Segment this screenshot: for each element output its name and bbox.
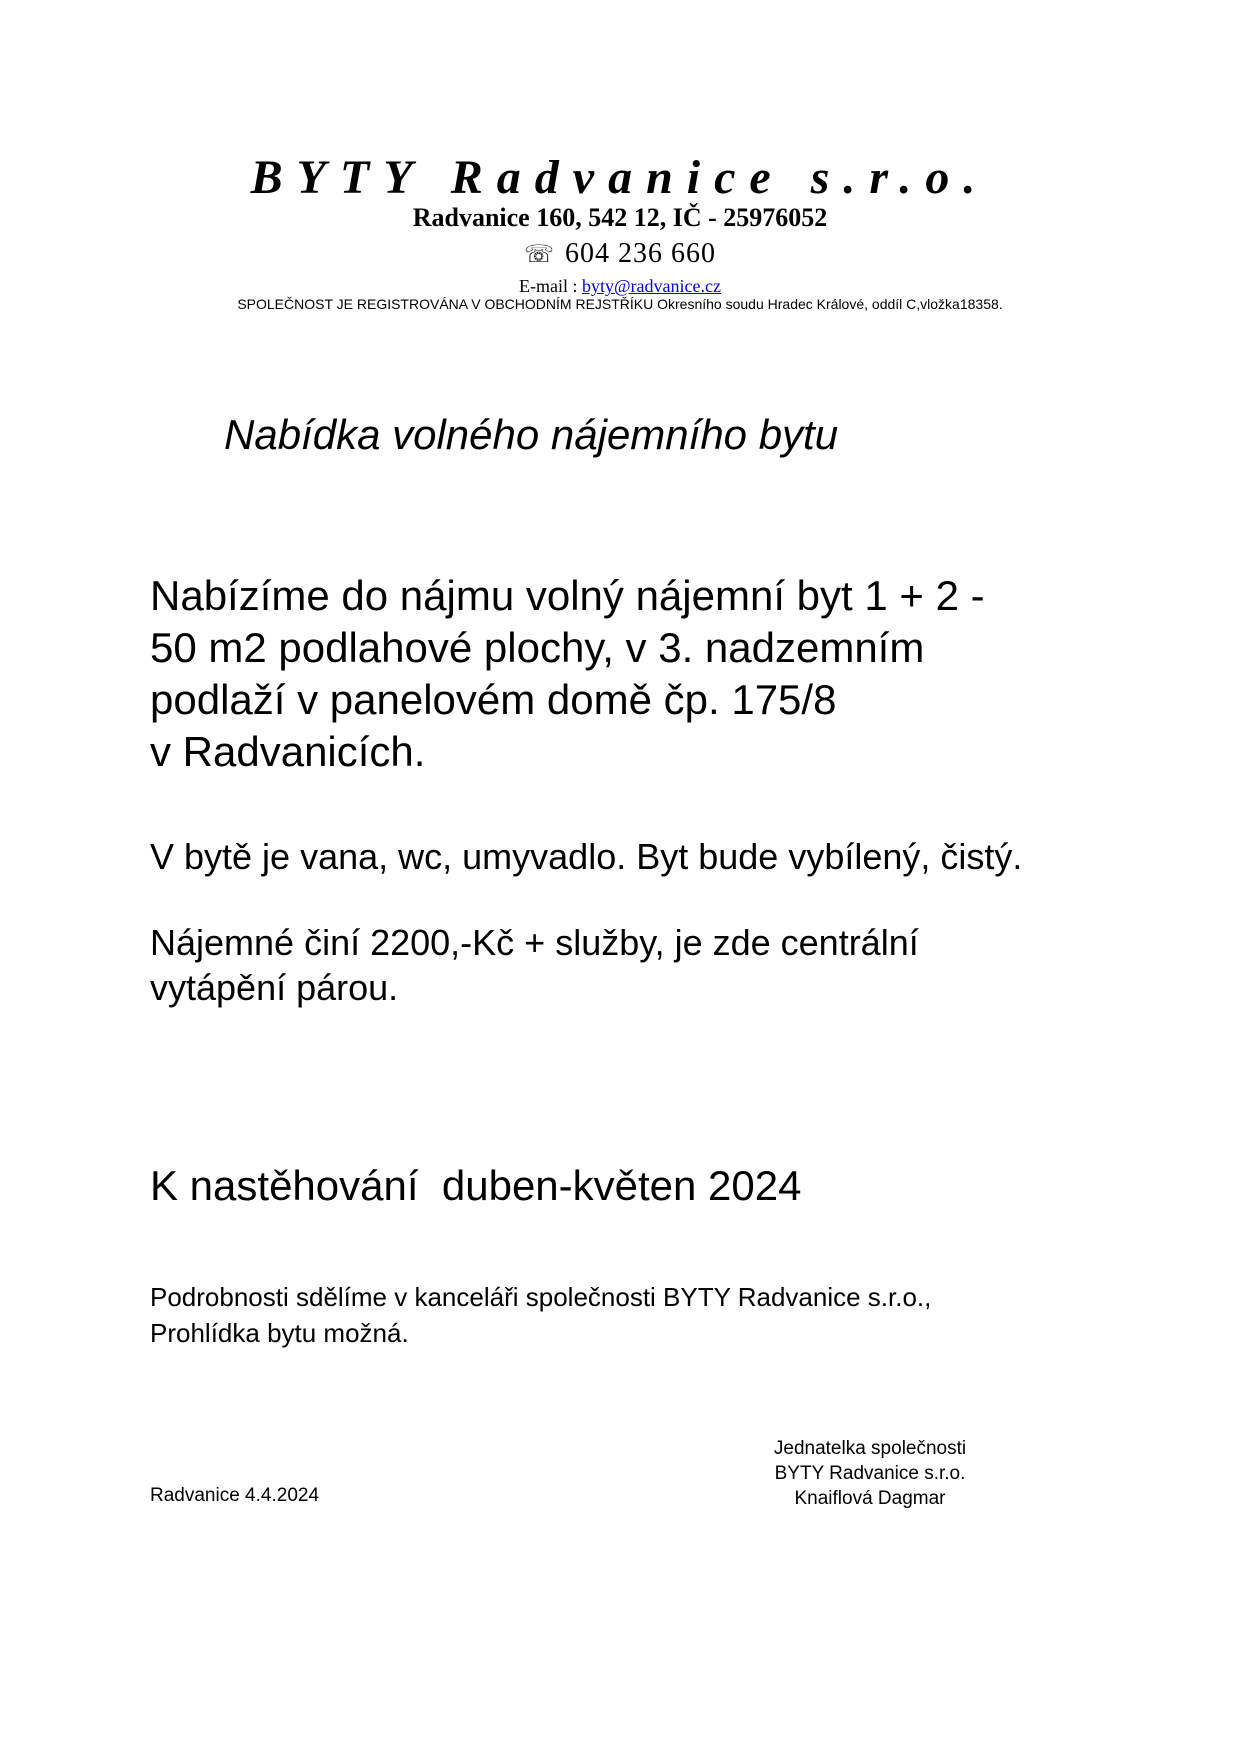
phone-line [0, 238, 1240, 270]
rent-line: vytápění párou. [150, 967, 399, 1008]
email-link[interactable]: byty@radvanice.cz [581, 276, 721, 296]
signature-line: BYTY Radvanice s.r.o. [774, 1463, 966, 1484]
email-line [0, 276, 1240, 297]
registration-note: SPOLEČNOST JE REGISTROVÁNA V OBCHODNÍM REJSTŘÍKU Okresního soudu Hradec Králové, oddíl C,vložka18358. [237, 296, 1003, 312]
offer-title: Nabídka volného nájemního bytu [224, 411, 839, 458]
details-paragraph [150, 1279, 931, 1351]
amenities-paragraph: V bytě je vana, wc, umyvadlo. Byt bude vybílený, čistý. [150, 836, 1023, 877]
offer-description-line: Nabízíme do nájmu volný nájemní byt 1 + 2 - [150, 572, 985, 619]
offer-description-line: v Radvanicích. [150, 728, 426, 775]
signature-block [745, 1436, 995, 1511]
company-address: Radvanice 160, 542 12, IČ - 25976052 [412, 203, 828, 232]
signature-line: Knaiflová Dagmar [794, 1488, 946, 1509]
offer-description-line: podlaží v panelovém domě čp. 175/8 [150, 676, 837, 723]
details-line: Prohlídka bytu možná. [150, 1318, 409, 1348]
moving-date: K nastěhování duben-květen 2024 [150, 1162, 802, 1209]
signature-line: Jednatelka společnosti [773, 1438, 967, 1459]
details-line: Podrobnosti sdělíme v kanceláři společnosti BYTY Radvanice s.r.o., [150, 1282, 932, 1312]
document-date: Radvanice 4.4.2024 [150, 1485, 320, 1506]
phone-icon: ☏ [523, 242, 555, 268]
rent-paragraph [150, 920, 919, 1010]
email-label: E-mail : [519, 276, 578, 296]
company-name: BYTY Radvanice s.r.o. [250, 151, 990, 204]
offer-description-line: 50 m2 podlahové plochy, v 3. nadzemním [150, 624, 925, 671]
offer-description [150, 570, 1150, 778]
rent-line: Nájemné činí 2200,-Kč + služby, je zde centrální [150, 922, 919, 963]
phone-number: 604 236 660 [565, 238, 716, 269]
